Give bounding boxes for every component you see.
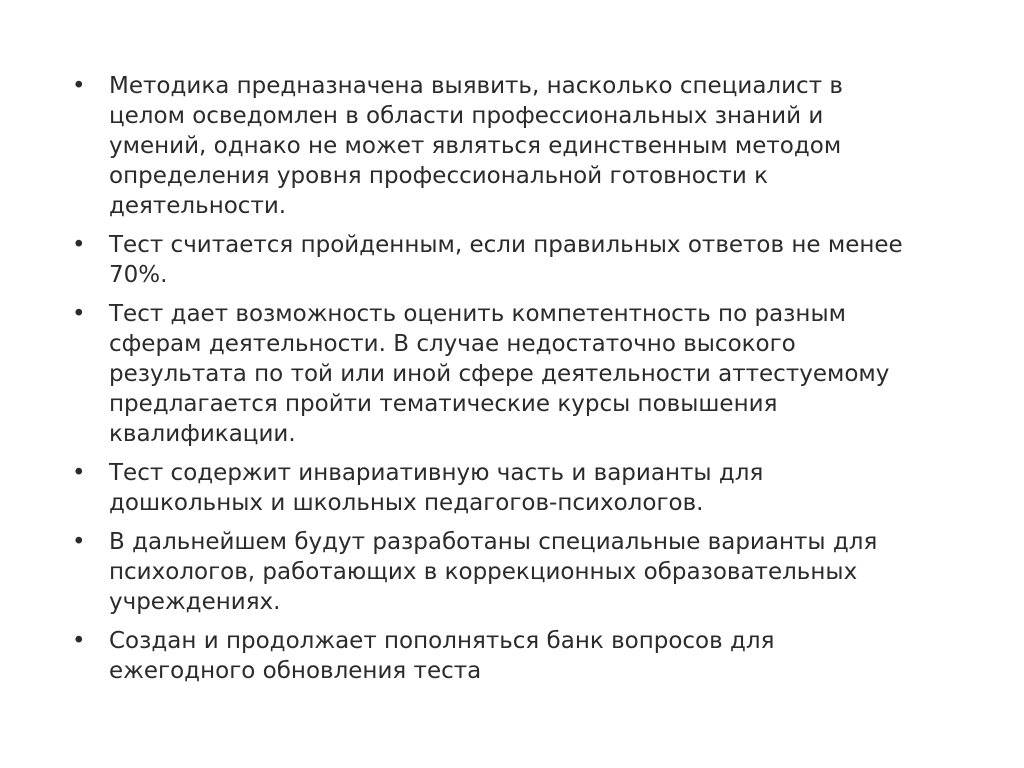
bullet-item xyxy=(72,527,972,617)
bullet-text: Создан и продолжает пополняться банк вопросов для ежегодного обновления теста xyxy=(109,628,775,684)
bullet-item xyxy=(72,458,972,518)
bullet-icon: • xyxy=(72,73,86,99)
bullet-icon: • xyxy=(72,628,86,654)
bullet-text: Тест дает возможность оценить компетентность по разным сферам деятельности. В случае недостаточно высокого результата по той или иной сфере деятельности аттестуемому предлагается пройти тематические курсы повышения квалификации. xyxy=(109,301,890,447)
bullet-icon: • xyxy=(72,232,86,258)
bullet-item xyxy=(72,626,972,686)
bullet-icon: • xyxy=(72,529,86,555)
bullet-item xyxy=(72,230,972,290)
bullet-text: Тест считается пройденным, если правильных ответов не менее 70%. xyxy=(109,232,903,288)
bullet-icon: • xyxy=(72,460,86,486)
bullet-text: В дальнейшем будут разработаны специальные варианты для психологов, работающих в коррекционных образовательных учреждениях. xyxy=(109,529,878,615)
bullet-item xyxy=(72,299,972,449)
bullet-item xyxy=(72,71,972,221)
bullet-text: Методика предназначена выявить, насколько специалист в целом осведомлен в области профессиональных знаний и умений, однако не может являться единственным методом определения уровня профессиональной готовности к деятельности. xyxy=(109,73,843,219)
bullet-icon: • xyxy=(72,301,86,327)
bullet-text: Тест содержит инвариативную часть и варианты для дошкольных и школьных педагогов-психологов. xyxy=(109,460,764,516)
bullet-list xyxy=(72,71,972,695)
